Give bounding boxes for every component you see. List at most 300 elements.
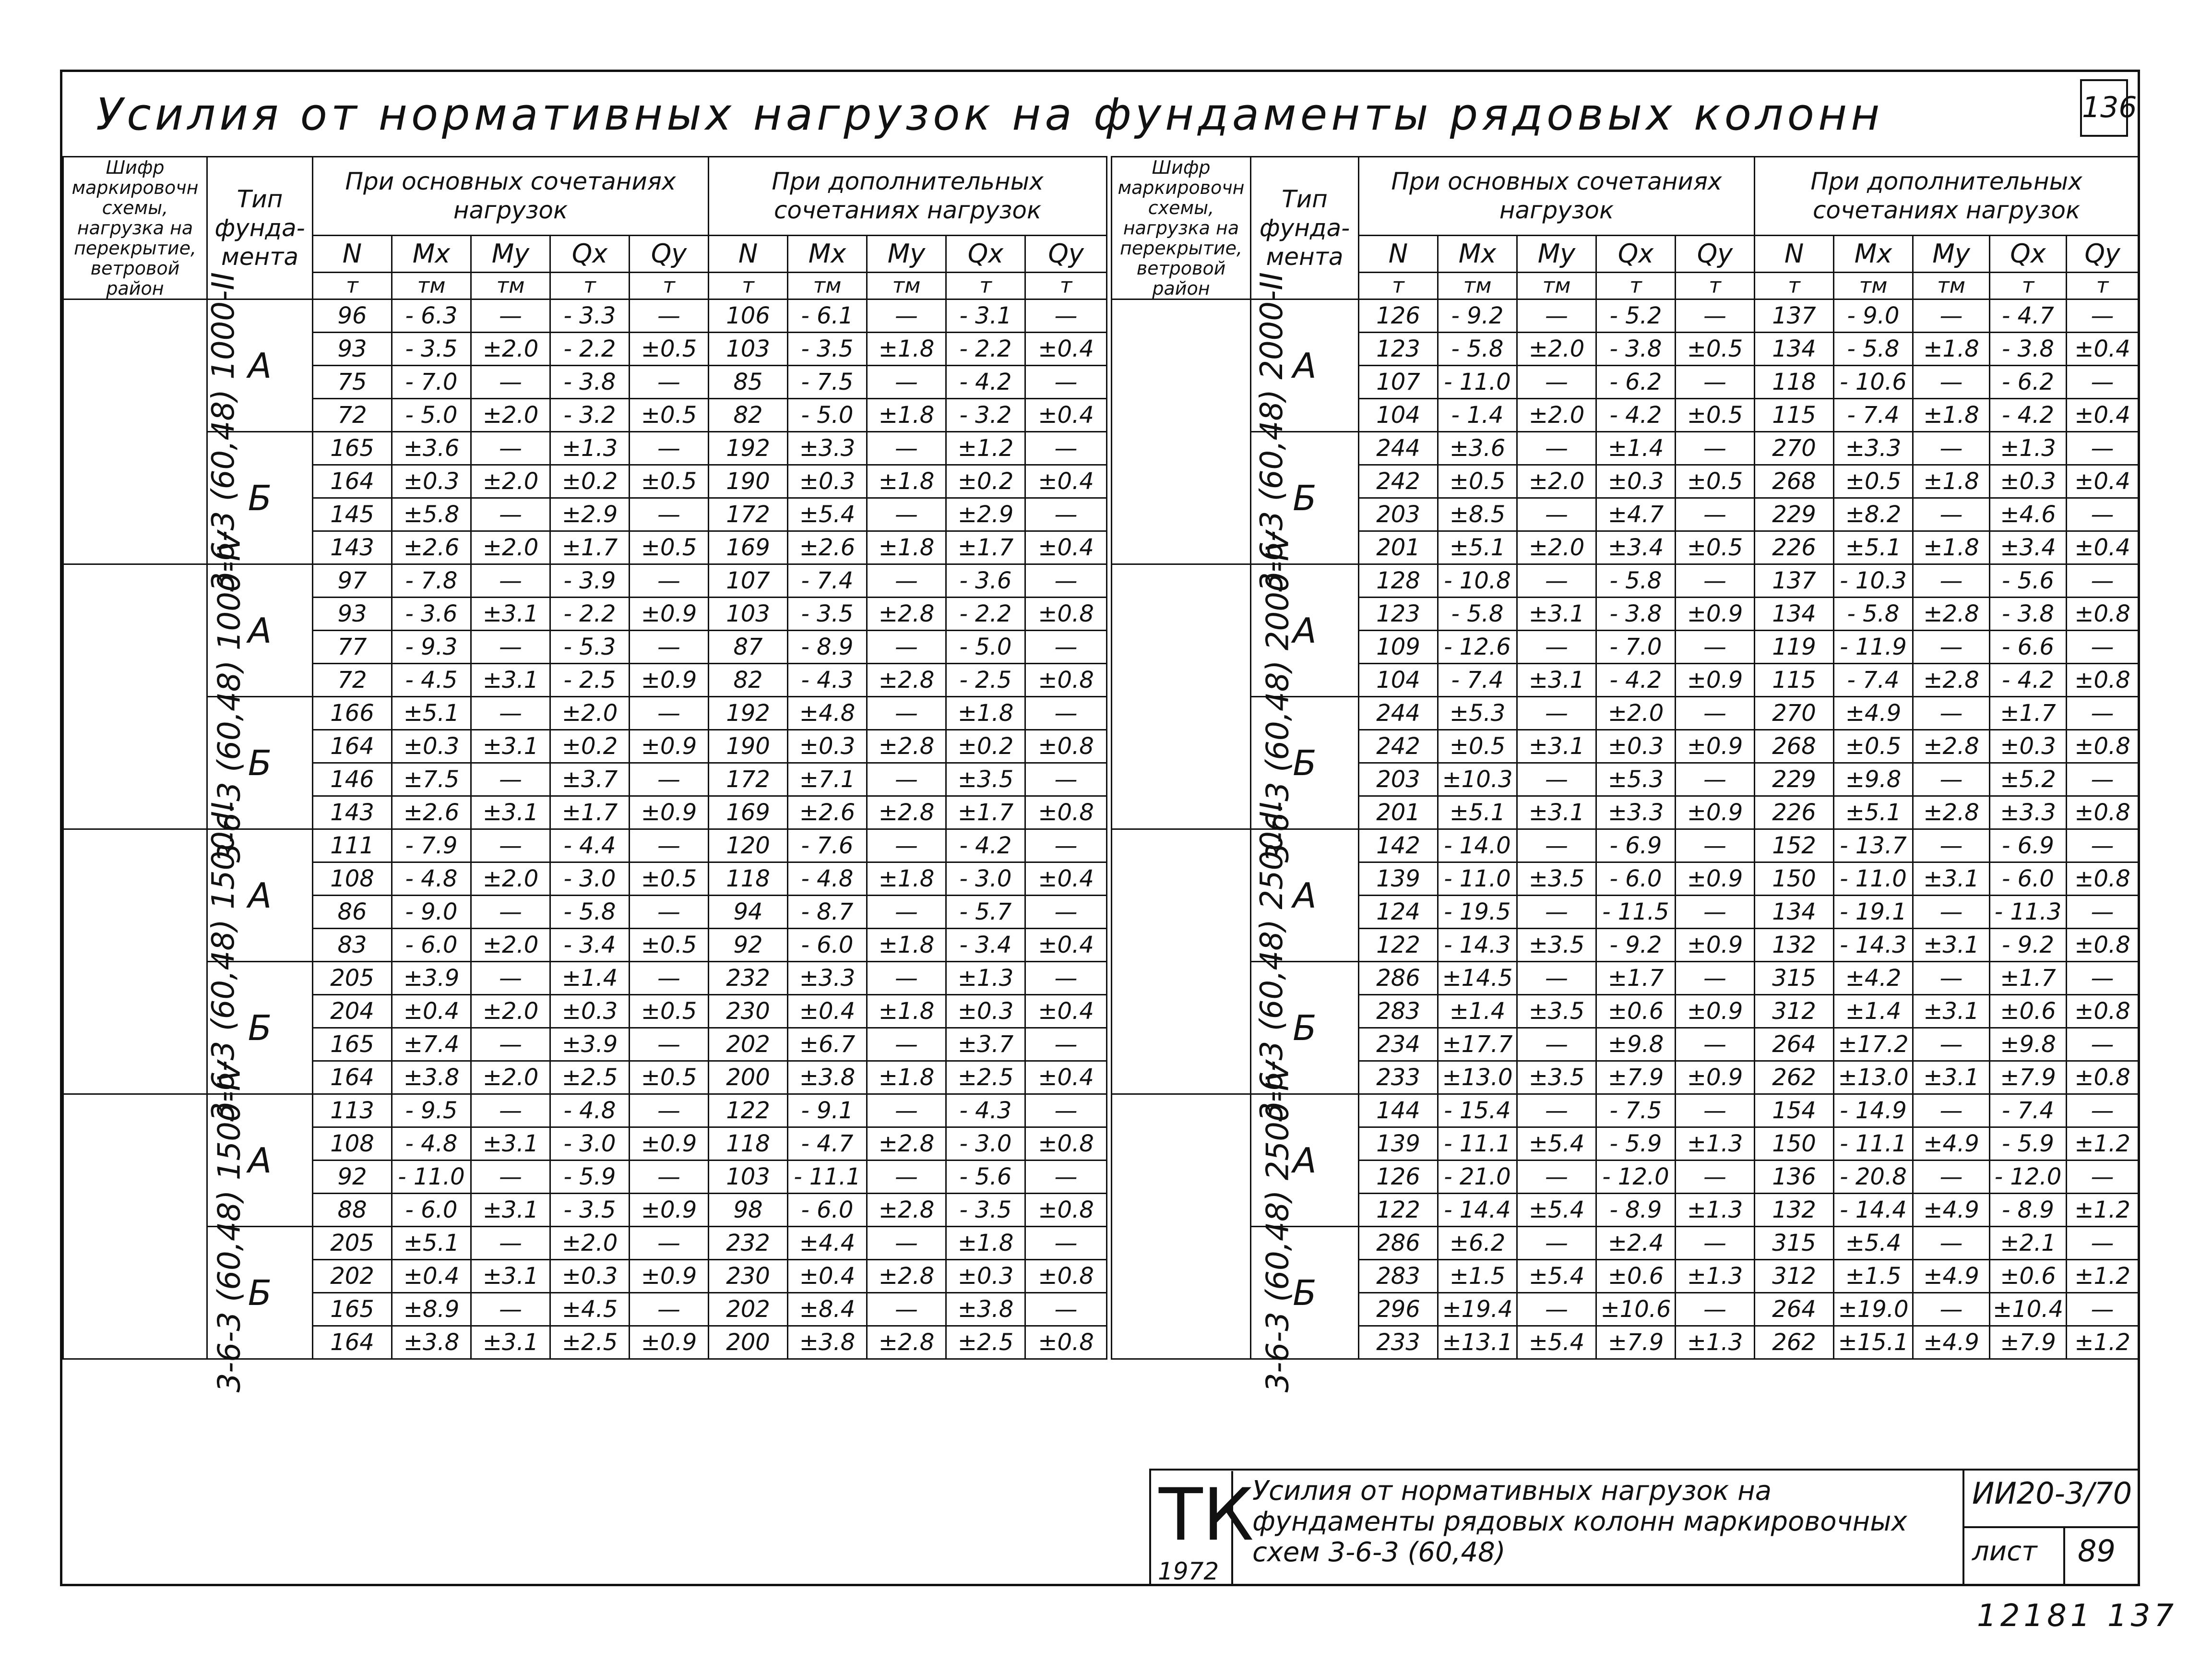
value-cell: 172 xyxy=(709,763,788,796)
foundation-type: Б xyxy=(207,697,313,829)
value-cell: — xyxy=(1676,366,1755,399)
value-cell: - 10.8 xyxy=(1438,564,1517,598)
value-cell: ±3.1 xyxy=(471,1260,550,1293)
value-cell: ±1.8 xyxy=(1913,531,1990,564)
scheme-label xyxy=(63,272,241,592)
value-cell: 165 xyxy=(313,1028,392,1061)
value-cell: ±4.9 xyxy=(1913,1260,1990,1293)
scheme-text: 3-6-3 (60,48) 2000-II xyxy=(1254,272,1290,592)
header-unit: т xyxy=(630,272,709,299)
value-cell: ±1.8 xyxy=(1913,465,1990,498)
value-cell: — xyxy=(1913,896,1990,929)
value-cell: ±1.7 xyxy=(1596,962,1676,995)
value-cell: - 4.2 xyxy=(946,366,1025,399)
value-cell: - 5.9 xyxy=(1990,1127,2067,1161)
value-cell: 205 xyxy=(313,1227,392,1260)
value-cell: ±1.7 xyxy=(946,796,1025,829)
value-cell: — xyxy=(1676,498,1755,531)
value-cell: 226 xyxy=(1755,531,1834,564)
value-cell: — xyxy=(867,432,946,465)
value-cell: - 6.0 xyxy=(1596,862,1676,896)
value-cell: - 5.9 xyxy=(1596,1127,1676,1161)
value-cell: ±4.9 xyxy=(1834,697,1913,730)
value-cell: ±0.4 xyxy=(392,1260,471,1293)
value-cell: — xyxy=(630,1161,709,1194)
value-cell: ±0.5 xyxy=(1834,465,1913,498)
value-cell: ±7.4 xyxy=(392,1028,471,1061)
value-cell: ±1.7 xyxy=(1990,697,2067,730)
value-cell: 164 xyxy=(313,1061,392,1094)
header-unit: т xyxy=(1359,272,1438,299)
value-cell: — xyxy=(867,962,946,995)
value-cell: ±3.4 xyxy=(1990,531,2067,564)
left-table xyxy=(62,156,1107,1392)
value-cell: ±0.8 xyxy=(2067,598,2139,631)
value-cell: ±0.5 xyxy=(630,531,709,564)
value-cell: - 4.3 xyxy=(946,1094,1025,1127)
value-cell: - 3.0 xyxy=(550,862,630,896)
value-cell: 86 xyxy=(313,896,392,929)
value-cell: ±2.6 xyxy=(392,796,471,829)
tk-letters: ТК xyxy=(1159,1473,1254,1557)
value-cell: ±0.9 xyxy=(630,1260,709,1293)
value-cell: - 3.8 xyxy=(1596,598,1676,631)
value-cell: 118 xyxy=(709,1127,788,1161)
value-cell: — xyxy=(867,1094,946,1127)
value-cell: — xyxy=(1676,432,1755,465)
value-cell: ±3.1 xyxy=(1517,796,1596,829)
value-cell: — xyxy=(867,299,946,333)
value-cell: — xyxy=(1676,631,1755,664)
value-cell: - 20.8 xyxy=(1834,1161,1913,1194)
value-cell: ±2.0 xyxy=(1517,531,1596,564)
value-cell: ±2.6 xyxy=(788,531,867,564)
value-cell: — xyxy=(630,896,709,929)
value-cell: 134 xyxy=(1755,896,1834,929)
value-cell: - 3.0 xyxy=(946,862,1025,896)
value-cell: ±1.3 xyxy=(1990,432,2067,465)
scheme-text: 3-6-3 (60,48) 1500-II xyxy=(205,802,241,1122)
value-cell: - 11.9 xyxy=(1834,631,1913,664)
value-cell: 244 xyxy=(1359,697,1438,730)
value-cell: 201 xyxy=(1359,531,1438,564)
value-cell: ±3.1 xyxy=(471,730,550,763)
value-cell: ±7.9 xyxy=(1990,1061,2067,1094)
header-scheme: Шифр маркировочн схемы, нагрузка на перекрытие, ветровой район xyxy=(63,157,207,299)
value-cell: — xyxy=(630,432,709,465)
value-cell: 203 xyxy=(1359,498,1438,531)
value-cell: ±3.4 xyxy=(1596,531,1676,564)
value-cell: — xyxy=(1517,1028,1596,1061)
value-cell: ±1.8 xyxy=(867,862,946,896)
value-cell: — xyxy=(1517,896,1596,929)
value-cell: — xyxy=(867,697,946,730)
value-cell: — xyxy=(1913,299,1990,333)
value-cell: 72 xyxy=(313,664,392,697)
foundation-type: Б xyxy=(1251,1227,1359,1359)
value-cell: - 4.2 xyxy=(1990,664,2067,697)
value-cell: ±0.4 xyxy=(1025,399,1107,432)
value-cell: ±1.8 xyxy=(867,995,946,1028)
value-cell: ±3.8 xyxy=(788,1326,867,1359)
value-cell: 242 xyxy=(1359,465,1438,498)
value-cell: ±2.8 xyxy=(1913,730,1990,763)
value-cell: ±17.7 xyxy=(1438,1028,1517,1061)
value-cell: ±0.5 xyxy=(1676,399,1755,432)
value-cell: — xyxy=(2067,1293,2139,1326)
value-cell: ±4.9 xyxy=(1913,1326,1990,1359)
value-cell: ±1.2 xyxy=(2067,1127,2139,1161)
value-cell: — xyxy=(867,366,946,399)
value-cell: — xyxy=(1913,1161,1990,1194)
value-cell: - 6.0 xyxy=(788,1194,867,1227)
value-cell: — xyxy=(867,1161,946,1194)
value-cell: ±5.1 xyxy=(1438,796,1517,829)
value-cell: 230 xyxy=(709,1260,788,1293)
value-cell: 283 xyxy=(1359,1260,1438,1293)
value-cell: - 4.2 xyxy=(946,829,1025,862)
value-cell: ±0.3 xyxy=(788,465,867,498)
value-cell: ±1.4 xyxy=(550,962,630,995)
header-unit: т xyxy=(709,272,788,299)
value-cell: 142 xyxy=(1359,829,1438,862)
value-cell: - 12.0 xyxy=(1596,1161,1676,1194)
value-cell: — xyxy=(471,1161,550,1194)
value-cell: ±1.7 xyxy=(550,796,630,829)
value-cell: ±3.3 xyxy=(788,432,867,465)
value-cell: - 3.5 xyxy=(788,333,867,366)
value-cell: ±3.1 xyxy=(1913,995,1990,1028)
value-cell: ±2.0 xyxy=(1517,465,1596,498)
header-basic-combinations: При основных сочетаниях нагрузок xyxy=(313,157,709,236)
foundation-type: А xyxy=(1251,564,1359,697)
value-cell: 233 xyxy=(1359,1061,1438,1094)
value-cell: - 6.3 xyxy=(392,299,471,333)
value-cell: — xyxy=(1676,1094,1755,1127)
value-cell: — xyxy=(1025,366,1107,399)
value-cell: - 3.8 xyxy=(1990,598,2067,631)
value-cell: ±0.4 xyxy=(1025,333,1107,366)
value-cell: - 4.7 xyxy=(788,1127,867,1161)
value-cell: ±0.8 xyxy=(2067,664,2139,697)
value-cell: — xyxy=(630,299,709,333)
header-col-qy: Qy xyxy=(1676,235,1755,272)
value-cell: ±0.4 xyxy=(2067,399,2139,432)
header-unit: т xyxy=(946,272,1025,299)
value-cell: ±3.1 xyxy=(471,664,550,697)
value-cell: - 5.7 xyxy=(946,896,1025,929)
value-cell: ±7.9 xyxy=(1990,1326,2067,1359)
value-cell: - 6.0 xyxy=(1990,862,2067,896)
value-cell: ±1.2 xyxy=(2067,1326,2139,1359)
value-cell: ±2.8 xyxy=(867,598,946,631)
right-table xyxy=(1111,156,2139,1392)
value-cell: — xyxy=(1676,697,1755,730)
value-cell: ±0.8 xyxy=(2067,929,2139,962)
value-cell: - 4.2 xyxy=(1990,399,2067,432)
value-cell: 98 xyxy=(709,1194,788,1227)
value-cell: ±5.4 xyxy=(1517,1326,1596,1359)
value-cell: ±2.0 xyxy=(471,862,550,896)
header-additional-combinations: При дополнительных сочетаниях нагрузок xyxy=(709,157,1107,236)
value-cell: ±0.5 xyxy=(1676,333,1755,366)
value-cell: — xyxy=(2067,1094,2139,1127)
value-cell: ±2.0 xyxy=(471,399,550,432)
scheme-text: 3-6-3 (60,48) 2000-IV xyxy=(1260,531,1296,862)
value-cell: - 6.1 xyxy=(788,299,867,333)
value-cell: 165 xyxy=(313,1293,392,1326)
value-cell: ±6.7 xyxy=(788,1028,867,1061)
value-cell: — xyxy=(1676,1028,1755,1061)
value-cell: ±1.2 xyxy=(2067,1194,2139,1227)
value-cell: ±3.8 xyxy=(946,1293,1025,1326)
value-cell: 104 xyxy=(1359,664,1438,697)
value-cell: - 4.7 xyxy=(1990,299,2067,333)
value-cell: — xyxy=(1913,432,1990,465)
value-cell: — xyxy=(1517,432,1596,465)
value-cell: ±3.7 xyxy=(946,1028,1025,1061)
value-cell: ±3.5 xyxy=(946,763,1025,796)
value-cell: ±2.0 xyxy=(550,1227,630,1260)
value-cell: ±2.6 xyxy=(788,796,867,829)
value-cell: 312 xyxy=(1755,995,1834,1028)
value-cell: - 9.3 xyxy=(392,631,471,664)
value-cell: — xyxy=(630,1293,709,1326)
value-cell: — xyxy=(2067,1227,2139,1260)
value-cell: ±0.5 xyxy=(630,995,709,1028)
value-cell: 122 xyxy=(709,1094,788,1127)
value-cell: — xyxy=(1676,962,1755,995)
value-cell: — xyxy=(630,1227,709,1260)
value-cell: — xyxy=(2067,697,2139,730)
value-cell: - 3.8 xyxy=(550,366,630,399)
value-cell: - 3.9 xyxy=(550,564,630,598)
value-cell: ±5.4 xyxy=(1834,1227,1913,1260)
value-cell: - 5.8 xyxy=(1834,598,1913,631)
value-cell: ±0.3 xyxy=(1596,465,1676,498)
header-col-qx: Qx xyxy=(1990,235,2067,272)
value-cell: ±1.8 xyxy=(867,399,946,432)
value-cell: — xyxy=(2067,1161,2139,1194)
value-cell: — xyxy=(1676,763,1755,796)
value-cell: 204 xyxy=(313,995,392,1028)
header-col-qy: Qy xyxy=(1025,235,1107,272)
value-cell: ±3.1 xyxy=(471,1326,550,1359)
value-cell: — xyxy=(1676,829,1755,862)
value-cell: - 3.2 xyxy=(550,399,630,432)
value-cell: ±1.4 xyxy=(1438,995,1517,1028)
value-cell: 150 xyxy=(1755,862,1834,896)
value-cell: ±3.3 xyxy=(1596,796,1676,829)
value-cell: 268 xyxy=(1755,465,1834,498)
value-cell: ±0.4 xyxy=(2067,531,2139,564)
value-cell: 315 xyxy=(1755,962,1834,995)
value-cell: - 5.8 xyxy=(550,896,630,929)
value-cell: — xyxy=(1517,763,1596,796)
value-cell: ±0.2 xyxy=(550,465,630,498)
table-row xyxy=(1112,564,2139,598)
value-cell: - 3.6 xyxy=(946,564,1025,598)
value-cell: - 4.2 xyxy=(1596,399,1676,432)
foundation-type: Б xyxy=(207,432,313,564)
value-cell: - 11.0 xyxy=(1834,862,1913,896)
value-cell: 124 xyxy=(1359,896,1438,929)
sheet-label: лист xyxy=(1972,1536,2037,1567)
value-cell: 296 xyxy=(1359,1293,1438,1326)
value-cell: ±0.8 xyxy=(1025,598,1107,631)
value-cell: 128 xyxy=(1359,564,1438,598)
value-cell: — xyxy=(867,498,946,531)
value-cell: - 11.1 xyxy=(1834,1127,1913,1161)
value-cell: — xyxy=(2067,366,2139,399)
value-cell: ±0.4 xyxy=(788,1260,867,1293)
header-col-n: N xyxy=(709,235,788,272)
value-cell: - 3.5 xyxy=(788,598,867,631)
value-cell: - 4.8 xyxy=(788,862,867,896)
value-cell: ±5.1 xyxy=(1834,796,1913,829)
value-cell: - 3.1 xyxy=(946,299,1025,333)
header-unit: т xyxy=(1025,272,1107,299)
foundation-type: Б xyxy=(1251,432,1359,564)
value-cell: ±5.1 xyxy=(392,1227,471,1260)
value-cell: 97 xyxy=(313,564,392,598)
value-cell: ±0.5 xyxy=(1676,531,1755,564)
value-cell: - 8.9 xyxy=(788,631,867,664)
value-cell: ±0.8 xyxy=(2067,730,2139,763)
value-cell: ±1.3 xyxy=(946,962,1025,995)
value-cell: - 14.9 xyxy=(1834,1094,1913,1127)
value-cell: ±0.9 xyxy=(1676,664,1755,697)
value-cell: 92 xyxy=(313,1161,392,1194)
table-row xyxy=(1112,1094,2139,1127)
value-cell: ±0.6 xyxy=(1990,1260,2067,1293)
value-cell: - 5.6 xyxy=(1990,564,2067,598)
value-cell: ±14.5 xyxy=(1438,962,1517,995)
value-cell: - 12.6 xyxy=(1438,631,1517,664)
scheme-text: 3-6-3 (60,48) 2500-II xyxy=(1254,802,1290,1122)
value-cell: — xyxy=(1517,564,1596,598)
value-cell: ±1.7 xyxy=(1990,962,2067,995)
scheme-label xyxy=(1112,272,1290,592)
value-cell: ±3.1 xyxy=(471,598,550,631)
value-cell: ±8.2 xyxy=(1834,498,1913,531)
value-cell: ±0.8 xyxy=(1025,1194,1107,1227)
value-cell: ±0.8 xyxy=(2067,796,2139,829)
value-cell: - 6.6 xyxy=(1990,631,2067,664)
value-cell: — xyxy=(630,962,709,995)
value-cell: 286 xyxy=(1359,962,1438,995)
tk-mark xyxy=(1149,1471,1254,1586)
value-cell: ±15.1 xyxy=(1834,1326,1913,1359)
value-cell: ±0.4 xyxy=(1025,1061,1107,1094)
value-cell: ±5.4 xyxy=(1517,1260,1596,1293)
value-cell: - 5.0 xyxy=(788,399,867,432)
value-cell: — xyxy=(1025,896,1107,929)
stamp-divider-h xyxy=(1962,1526,2140,1528)
value-cell: - 2.2 xyxy=(946,598,1025,631)
value-cell: ±0.4 xyxy=(1025,531,1107,564)
value-cell: — xyxy=(1913,631,1990,664)
value-cell: ±0.3 xyxy=(550,1260,630,1293)
value-cell: ±0.3 xyxy=(788,730,867,763)
value-cell: - 12.0 xyxy=(1990,1161,2067,1194)
value-cell: 143 xyxy=(313,531,392,564)
value-cell: ±0.9 xyxy=(1676,995,1755,1028)
value-cell: 88 xyxy=(313,1194,392,1227)
value-cell: — xyxy=(471,763,550,796)
value-cell: ±1.2 xyxy=(2067,1260,2139,1293)
value-cell: - 19.5 xyxy=(1438,896,1517,929)
header-additional-combinations: При дополнительных сочетаниях нагрузок xyxy=(1755,157,2139,236)
value-cell: — xyxy=(1913,697,1990,730)
value-cell: ±0.8 xyxy=(1025,664,1107,697)
value-cell: ±13.0 xyxy=(1834,1061,1913,1094)
value-cell: ±2.0 xyxy=(550,697,630,730)
value-cell: ±0.3 xyxy=(1596,730,1676,763)
value-cell: — xyxy=(1025,631,1107,664)
value-cell: ±10.4 xyxy=(1990,1293,2067,1326)
value-cell: 139 xyxy=(1359,1127,1438,1161)
value-cell: ±1.8 xyxy=(867,465,946,498)
value-cell: 139 xyxy=(1359,862,1438,896)
header-col-qx: Qx xyxy=(1596,235,1676,272)
value-cell: ±2.8 xyxy=(1913,598,1990,631)
value-cell: 283 xyxy=(1359,995,1438,1028)
header-foundation-type: Тип фунда-мента xyxy=(1251,157,1359,299)
value-cell: — xyxy=(1913,829,1990,862)
value-cell: 192 xyxy=(709,432,788,465)
header-unit: тм xyxy=(788,272,867,299)
value-cell: — xyxy=(1025,962,1107,995)
value-cell: - 4.5 xyxy=(392,664,471,697)
value-cell: — xyxy=(630,366,709,399)
value-cell: — xyxy=(2067,829,2139,862)
value-cell: — xyxy=(471,1028,550,1061)
table-row xyxy=(1112,299,2139,333)
value-cell: ±0.2 xyxy=(946,465,1025,498)
value-cell: — xyxy=(471,829,550,862)
value-cell: 122 xyxy=(1359,929,1438,962)
value-cell: 146 xyxy=(313,763,392,796)
header-unit: т xyxy=(2067,272,2139,299)
foundation-type: А xyxy=(1251,1094,1359,1227)
value-cell: 190 xyxy=(709,730,788,763)
header-col-mx: Mx xyxy=(788,235,867,272)
value-cell: ±0.5 xyxy=(1834,730,1913,763)
value-cell: — xyxy=(630,498,709,531)
value-cell: — xyxy=(2067,631,2139,664)
value-cell: ±5.4 xyxy=(788,498,867,531)
value-cell: ±1.5 xyxy=(1438,1260,1517,1293)
value-cell: — xyxy=(1025,498,1107,531)
value-cell: - 14.4 xyxy=(1834,1194,1913,1227)
value-cell: - 5.8 xyxy=(1596,564,1676,598)
value-cell: ±2.4 xyxy=(1596,1227,1676,1260)
value-cell: - 3.6 xyxy=(392,598,471,631)
value-cell: ±2.8 xyxy=(867,1326,946,1359)
value-cell: — xyxy=(867,1227,946,1260)
value-cell: ±9.8 xyxy=(1990,1028,2067,1061)
value-cell: — xyxy=(1025,697,1107,730)
value-cell: — xyxy=(471,697,550,730)
value-cell: - 4.2 xyxy=(1596,664,1676,697)
value-cell: - 6.2 xyxy=(1596,366,1676,399)
value-cell: — xyxy=(1025,564,1107,598)
foundation-type: Б xyxy=(1251,697,1359,829)
value-cell: - 7.0 xyxy=(392,366,471,399)
value-cell: 242 xyxy=(1359,730,1438,763)
value-cell: - 11.3 xyxy=(1990,896,2067,929)
